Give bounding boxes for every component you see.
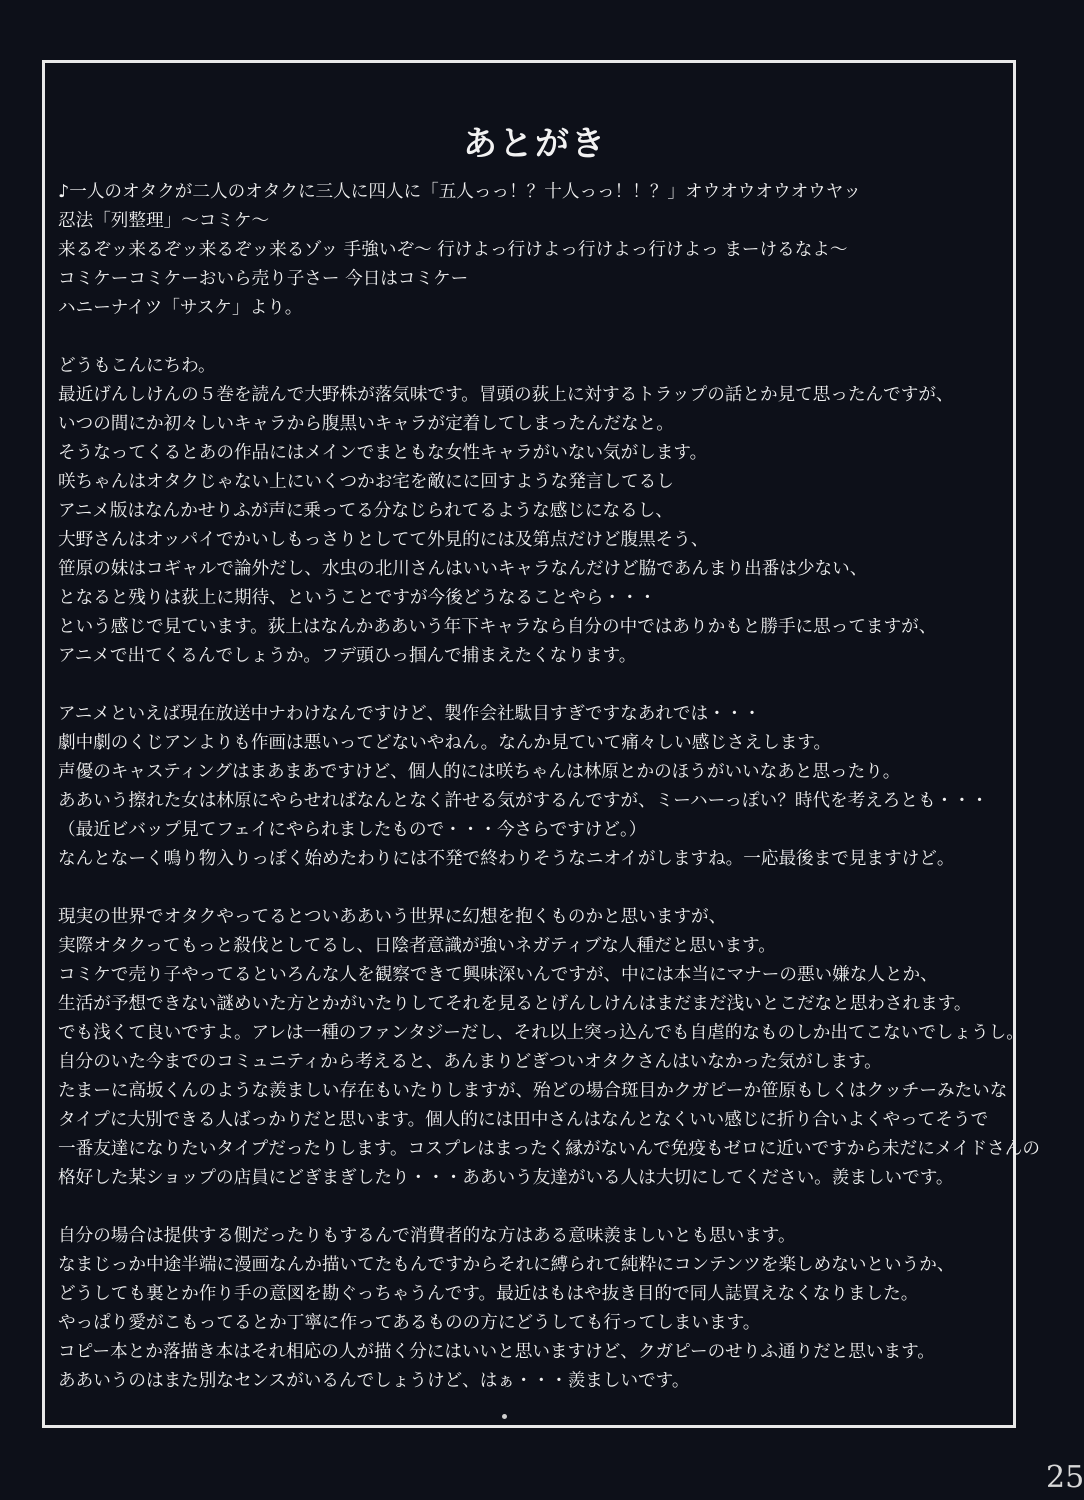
text-line: そうなってくるとあの作品にはメインでまともな女性キャラがいない気がします。 — [58, 443, 708, 463]
afterword-body — [58, 178, 1040, 1396]
text-line: コピー本とか落描き本はそれ相応の人が描く分にはいいと思いますけど、クガピーのせりふ通りだと思います。 — [58, 1342, 935, 1362]
paragraph-gap — [58, 874, 1008, 903]
page-number: 25 — [1046, 1460, 1084, 1495]
text-line: なんとなーく鳴り物入りっぽく始めたわりには不発で終わりそうなニオイがしますね。一応最後まで見ますけど。 — [58, 849, 955, 869]
text-line: 劇中劇のくじアンよりも作画は悪いってどないやねん。なんか見ていて痛々しい感じさえします。 — [58, 733, 832, 753]
text-line: ああいうのはまた別なセンスがいるんでしょうけど、はぁ・・・羨ましいです。 — [58, 1371, 690, 1391]
text-line: 実際オタクってもっと殺伐としてるし、日陰者意識が強いネガティブな人種だと思います。 — [58, 936, 776, 956]
text-line: となると残りは荻上に期待、ということですが今後どうなることやら・・・ — [58, 588, 657, 608]
text-line: なまじっか中途半端に漫画なんか描いてたもんですからそれに縛られて純粋にコンテンツを楽しめないというか、 — [58, 1255, 955, 1275]
text-line: という感じで見ています。荻上はなんかああいう年下キャラなら自分の中ではありかもと勝手に思ってますが、 — [58, 617, 937, 637]
text-line: アニメといえば現在放送中ナわけなんですけど、製作会社駄目すぎですなあれでは・・・ — [58, 704, 761, 724]
text-line: 来るぞッ来るぞッ来るぞッ来るゾッ 手強いぞ～ 行けよっ行けよっ行けよっ行けよっ まーけるなよ～ — [58, 240, 848, 260]
text-line: ああいう擦れた女は林原にやらせればなんとなく許せる気がするんですが、ミーハーっぽい？時代を考えろとも・・・ — [58, 791, 989, 811]
text-line: 最近げんしけんの５巻を読んで大野株が落気味です。冒頭の荻上に対するトラップの話とか見て思ったんですが、 — [58, 385, 954, 405]
text-line: どうしても裏とか作り手の意図を勘ぐっちゃうんです。最近はもはや抜き目的で同人誌買えなくなりました。 — [58, 1284, 919, 1304]
text-line: アニメ版はなんかせりふが声に乗ってる分なじられてるような感じになるし、 — [58, 501, 673, 521]
stray-dot — [502, 1414, 507, 1419]
text-line: やっぱり愛がこもってるとか丁寧に作ってあるものの方にどうしても行ってしまいます。 — [58, 1313, 761, 1333]
text-line: ハニーナイツ「サスケ」より。 — [58, 298, 303, 318]
page-title: あとがき — [463, 124, 607, 164]
text-line: 咲ちゃんはオタクじゃない上にいくつかお宅を敵にに回すような発言してるし — [58, 472, 674, 492]
text-line: 格好した某ショップの店員にどぎまぎしたり・・・ああいう友達がいる人は大切にしてください。羨ましいです。 — [58, 1168, 954, 1188]
text-line: たまーに高坂くんのような羨ましい存在もいたりしますが、殆どの場合斑目かクガピーか笹原もしくはクッチーみたいな — [58, 1081, 1008, 1101]
text-line: 現実の世界でオタクやってるとついああいう世界に幻想を抱くものかと思いますが、 — [58, 907, 727, 927]
text-line: 自分のいた今までのコミュニティから考えると、あんまりどぎついオタクさんはいなかった気がします。 — [58, 1052, 882, 1072]
text-line: （最近ビバップ見てフェイにやられましたもので・・・今さらですけど。） — [58, 820, 647, 840]
text-line: ♪一人のオタクが二人のオタクに三人に四人に「五人っっ！？十人っっ！！？」オウオウオウオウヤッ — [58, 182, 861, 202]
text-line: 忍法「列整理」～コミケ～ — [58, 211, 270, 231]
text-line: いつの間にか初々しいキャラから腹黒いキャラが定着してしまったんだなと。 — [58, 414, 674, 434]
text-line: 生活が予想できない謎めいた方とかがいたりしてそれを見るとげんしけんはまだまだ浅いとこだなと思わされます。 — [58, 994, 972, 1014]
text-line: でも浅くて良いですよ。アレは一種のファンタジーだし、それ以上突っ込んでも自虐的なものしか出てこないでしょうし。 — [58, 1023, 1024, 1043]
paragraph-gap — [58, 671, 1008, 700]
text-line: アニメで出てくるんでしょうか。フデ頭ひっ掴んで捕まえたくなります。 — [58, 646, 637, 666]
text-line: 一番友達になりたいタイプだったりします。コスプレはまったく縁がないんで免疫もゼロに近いですから未だにメイドさんの — [58, 1139, 1040, 1159]
text-line: 笹原の妹はコギャルで論外だし、水虫の北川さんはいいキャラなんだけど脇であんまり出番は少ない、 — [58, 559, 868, 579]
text-line: タイプに大別できる人ばっかりだと思います。個人的には田中さんはなんとなくいい感じに折り合いよくやってそうで — [58, 1110, 989, 1130]
text-line: 大野さんはオッパイでかいしもっさりとしてて外見的には及第点だけど腹黒そう、 — [58, 530, 709, 550]
text-line: コミケで売り子やってるといろんな人を観察できて興味深いんですが、中には本当にマナーの悪い嫌な人とか、 — [58, 965, 938, 985]
text-line: どうもこんにちわ。 — [58, 356, 216, 376]
text-line: 声優のキャスティングはまあまあですけど、個人的には咲ちゃんは林原とかのほうがいいなあと思ったり。 — [58, 762, 901, 782]
paragraph-gap — [58, 1193, 1008, 1222]
text-line: 自分の場合は提供する側だったりもするんで消費者的な方はある意味羨ましいとも思います。 — [58, 1226, 796, 1246]
paragraph-gap — [58, 323, 1008, 352]
text-line: コミケーコミケーおいら売り子さー 今日はコミケー — [58, 269, 469, 289]
